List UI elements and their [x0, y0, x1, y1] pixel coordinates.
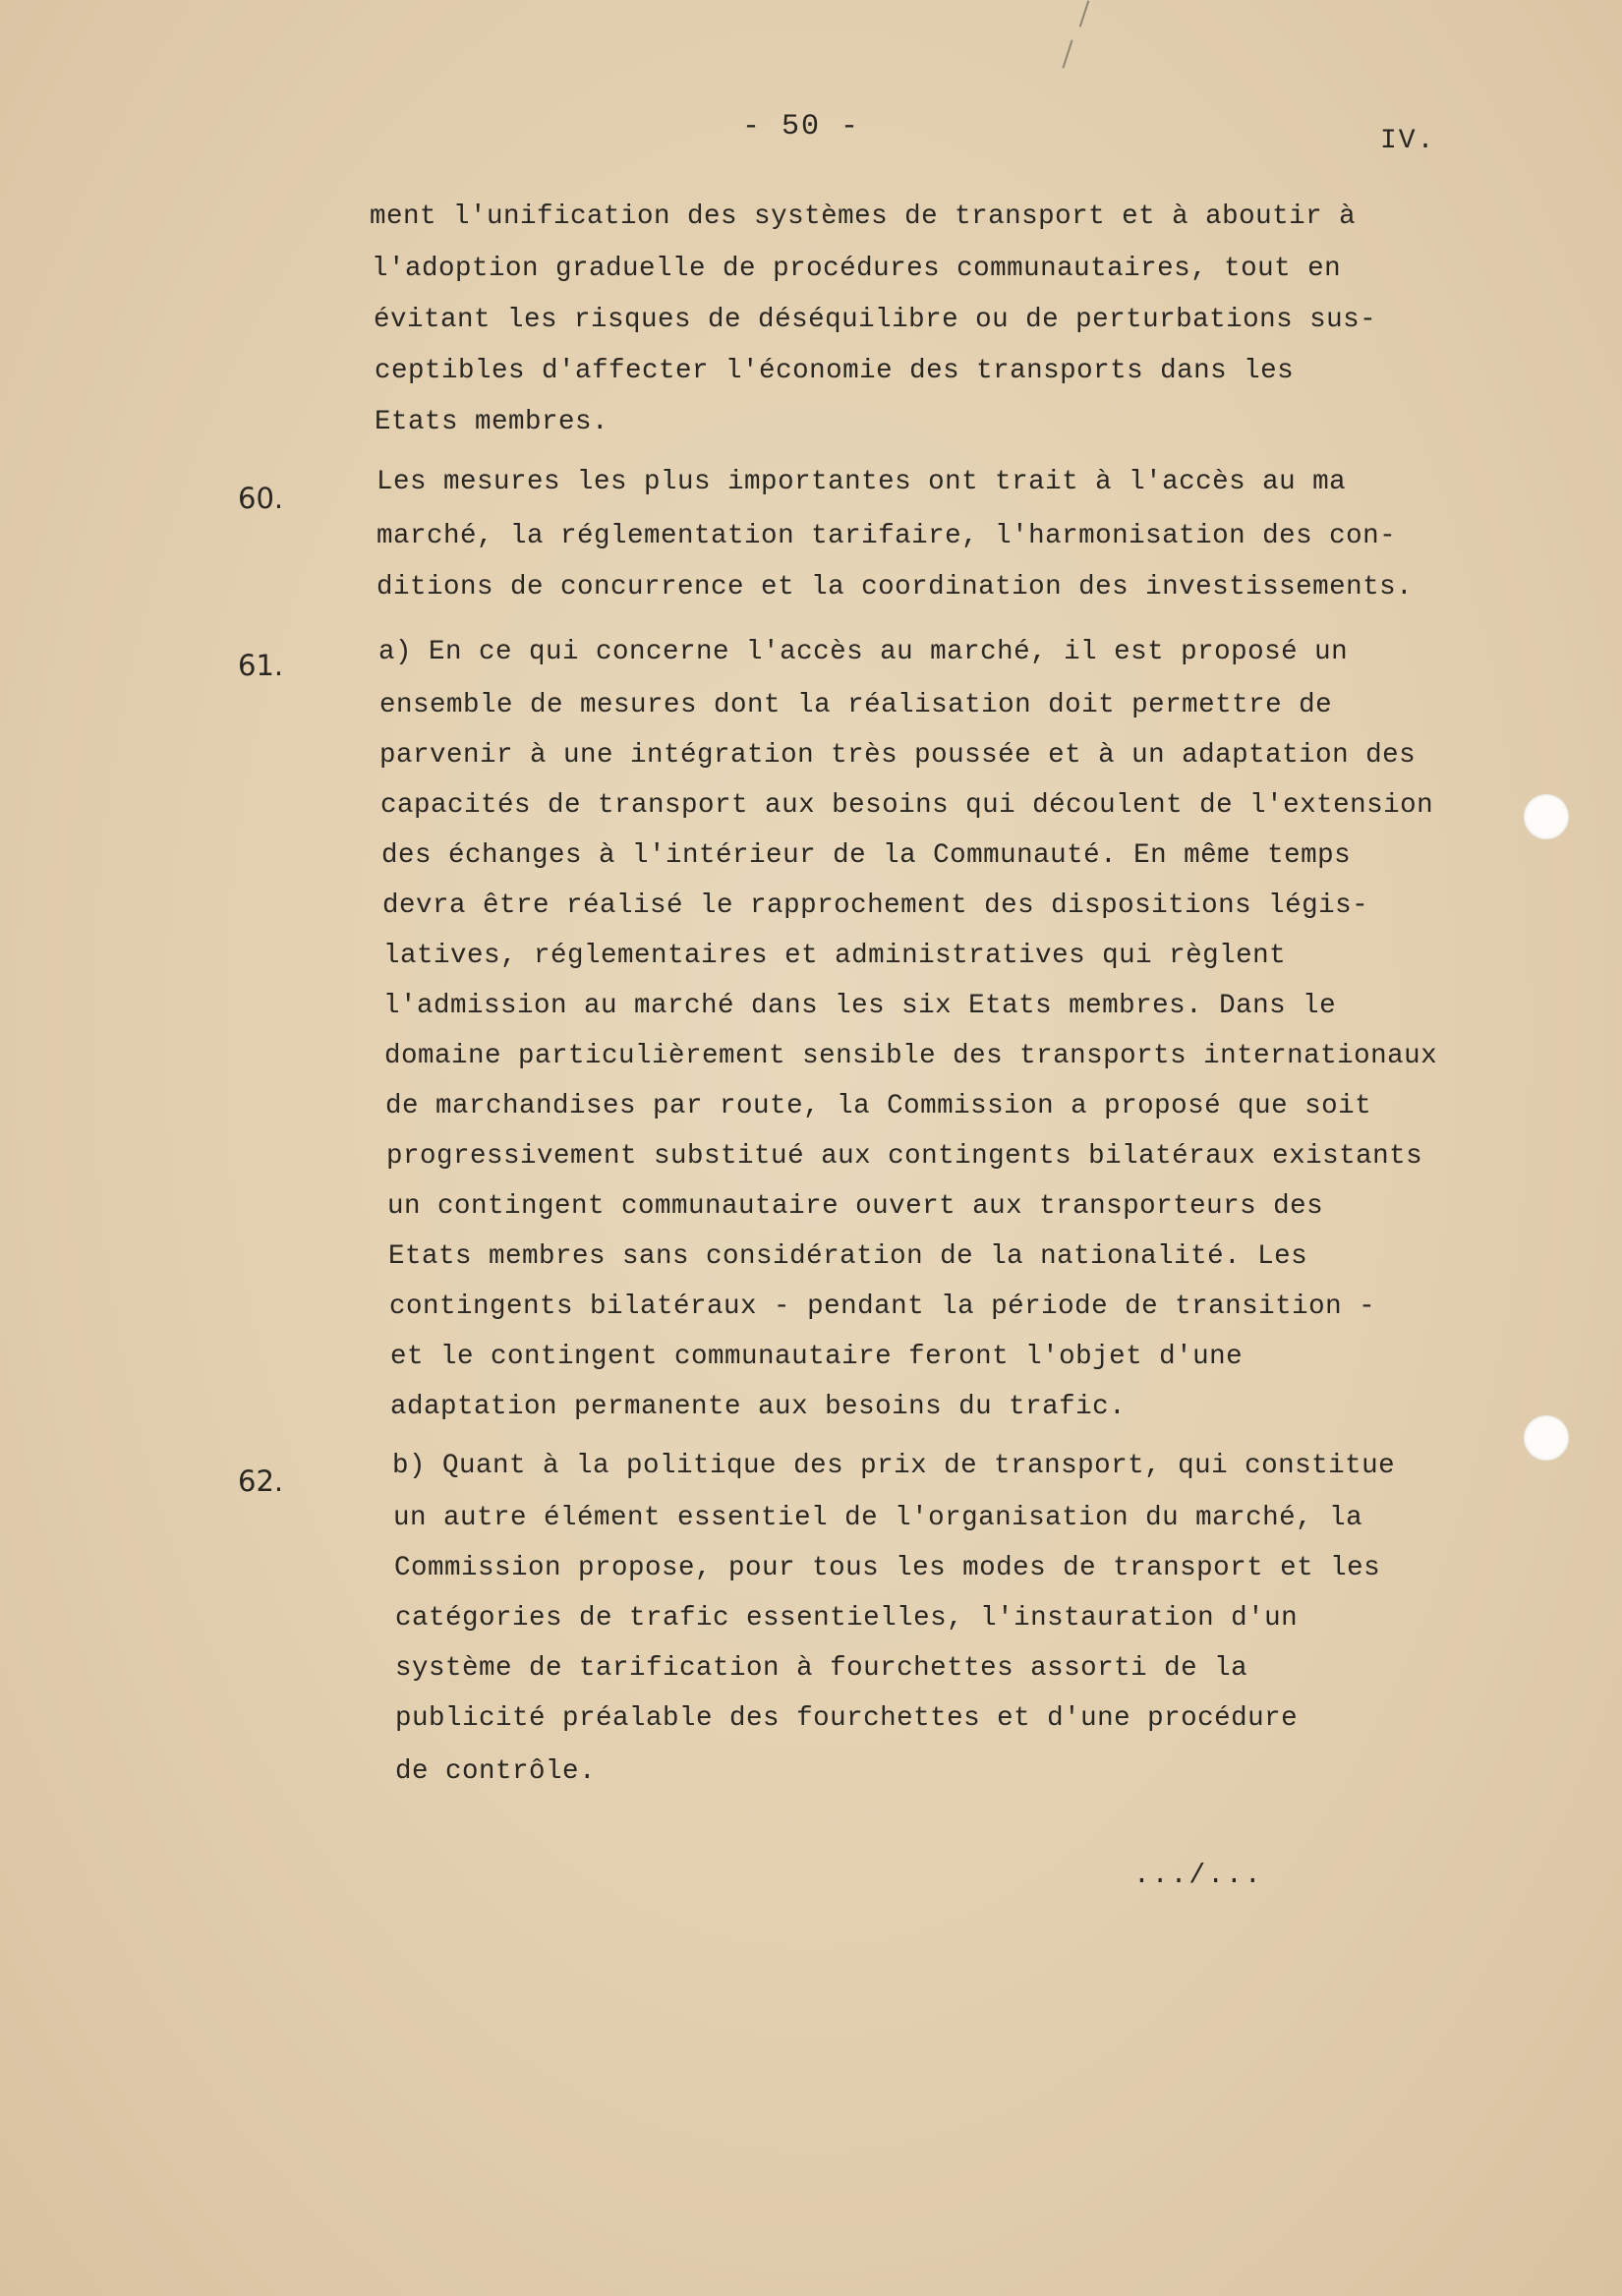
text-line: des échanges à l'intérieur de la Communauté. En même temps [381, 840, 1352, 871]
punch-hole [1524, 1415, 1569, 1461]
text-line: marché, la réglementation tarifaire, l'harmonisation des con- [377, 521, 1397, 551]
punch-hole [1524, 794, 1569, 839]
text-line: adaptation permanente aux besoins du trafic. [390, 1392, 1127, 1422]
text-line: latives, réglementaires et administratives qui règlent [383, 941, 1287, 971]
section-label: IV. [1380, 126, 1436, 156]
paragraph-number: 60. [238, 482, 284, 515]
text-line: Etats membres. [375, 407, 609, 437]
text-line: évitant les risques de déséquilibre ou de perturbations sus- [374, 305, 1377, 335]
text-line: ment l'unification des systèmes de transport et à aboutir à [370, 201, 1357, 232]
text-line: Les mesures les plus importantes ont trait à l'accès au ma [377, 467, 1347, 497]
text-line: ceptibles d'affecter l'économie des transports dans les [375, 356, 1295, 386]
continuation-marker: .../... [1133, 1861, 1263, 1891]
text-line: un autre élément essentiel de l'organisation du marché, la [393, 1503, 1363, 1533]
text-line: de marchandises par route, la Commission a proposé que soit [385, 1091, 1372, 1121]
text-line: et le contingent communautaire feront l'objet d'une [390, 1342, 1244, 1372]
text-line: contingents bilatéraux - pendant la période de transition - [389, 1292, 1376, 1322]
text-line: l'adoption graduelle de procédures communautaires, tout en [372, 254, 1342, 284]
pen-mark [1062, 39, 1072, 68]
text-line: domaine particulièrement sensible des transports internationaux [384, 1041, 1438, 1071]
text-line: ditions de concurrence et la coordination des investissements. [377, 572, 1414, 603]
text-line: publicité préalable des fourchettes et d'une procédure [395, 1703, 1299, 1734]
text-line: ensemble de mesures dont la réalisation doit permettre de [379, 690, 1333, 720]
text-line: de contrôle. [395, 1756, 597, 1787]
paragraph-number: 62. [238, 1464, 284, 1498]
paragraph-number: 61. [238, 649, 284, 682]
page-number: - 50 - [742, 110, 861, 144]
text-line: Commission propose, pour tous les modes de transport et les [394, 1553, 1381, 1583]
text-line: parvenir à une intégration très poussée et à un adaptation des [379, 740, 1417, 771]
text-line: un contingent communautaire ouvert aux transporteurs des [387, 1191, 1324, 1222]
text-line: b) Quant à la politique des prix de transport, qui constitue [392, 1451, 1396, 1481]
pen-mark [1079, 0, 1090, 27]
text-line: Etats membres sans considération de la nationalité. Les [388, 1241, 1308, 1272]
text-line: système de tarification à fourchettes assorti de la [395, 1653, 1248, 1684]
text-line: progressivement substitué aux contingents bilatéraux existants [386, 1141, 1423, 1172]
text-line: devra être réalisé le rapprochement des dispositions légis- [382, 890, 1369, 921]
text-line: capacités de transport aux besoins qui découlent de l'extension [380, 790, 1434, 821]
text-line: l'admission au marché dans les six Etats membres. Dans le [383, 991, 1337, 1021]
text-line: a) En ce qui concerne l'accès au marché, il est proposé un [378, 637, 1349, 667]
text-line: catégories de trafic essentielles, l'instauration d'un [395, 1603, 1299, 1634]
